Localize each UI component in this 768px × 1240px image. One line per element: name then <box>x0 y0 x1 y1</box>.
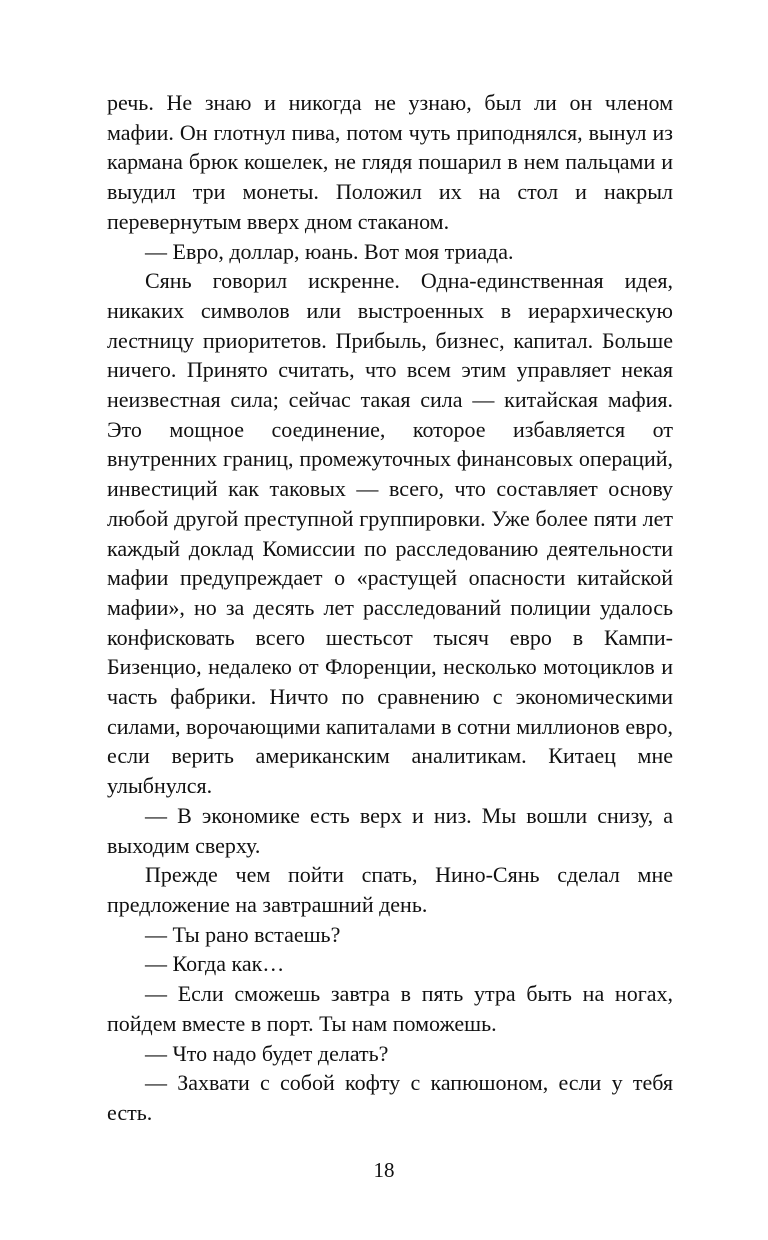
body-text <box>107 88 673 1128</box>
paragraph-2: — Евро, доллар, юань. Вот моя триада. <box>145 238 514 264</box>
paragraph-9: — Что надо будет делать? <box>145 1040 389 1066</box>
paragraph-3: Сянь говорил искренне. Одна-единственная идея, никаких символов или выстроенных в иерархическую лестницу приоритетов. Прибыль, бизнес, капитал. Больше ничего. Принято считать, что всем этим управляет некая неизвестная сила; сейчас такая сила — китайская мафия. Это мощное соединение, которое избавляется от внутренних границ, промежуточных финансовых операций, инвестиций как таковых — всего, что составляет основу любой другой преступной группировки. Уже более пяти лет каждый доклад Комиссии по расследованию деятельности мафии предупреждает о «растущей опасности китайской мафии», но за десять лет расследований полиции удалось конфисковать всего шестьсот тысяч евро в Кампи-Бизенцио, недалеко от Флоренции, несколько мотоциклов и часть фабрики. Ничто по сравнению с экономическими силами, ворочающими капиталами в сотни миллионов евро, если верить американским аналитикам. Китаец мне улыбнулся. <box>107 268 673 799</box>
paragraph-5: Прежде чем пойти спать, Нино-Сянь сделал мне предложение на завтрашний день. <box>107 862 673 917</box>
paragraph-1: речь. Не знаю и никогда не узнаю, был ли он членом мафии. Он глотнул пива, потом чуть приподнялся, вынул из кармана брюк кошелек, не глядя пошарил в нем пальцами и выудил три монеты. Положил их на стол и накрыл перевернутым вверх дном стаканом. <box>107 90 673 234</box>
page-number: 18 <box>373 1158 395 1182</box>
paragraph-10: — Захвати с собой кофту с капюшоном, если у тебя есть. <box>107 1070 673 1125</box>
paragraph-7: — Когда как… <box>145 951 285 977</box>
paragraph-4: — В экономике есть верх и низ. Мы вошли снизу, а выходим сверху. <box>107 802 673 858</box>
paragraph-8: — Если сможешь завтра в пять утра быть на ногах, пойдем вместе в порт. Ты нам поможешь. <box>107 981 673 1036</box>
paragraph-6: — Ты рано встаешь? <box>145 921 341 947</box>
